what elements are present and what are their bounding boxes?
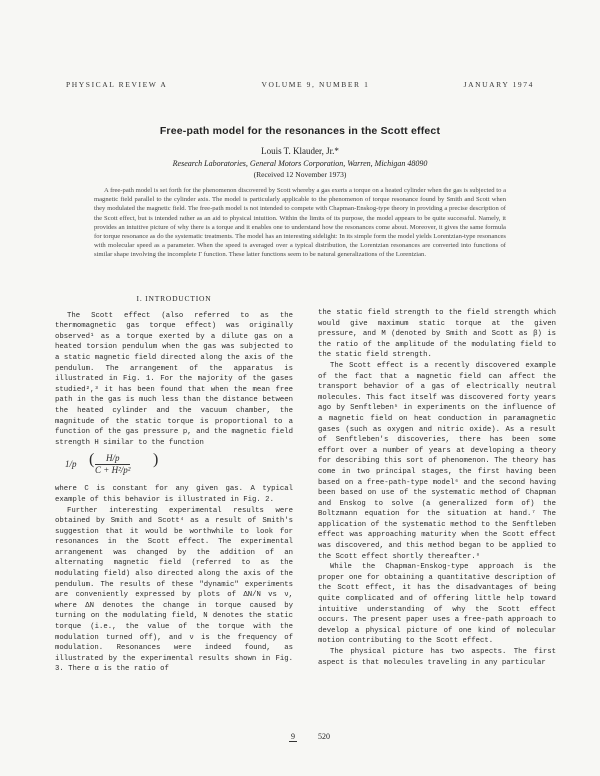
right-paragraph-1: the static field strength to the field strength which would give maximum static torque at the given pressure, and M (denoted by Smith and Scott as β) is the ratio of the amplitude of the modulating field to the static field strength.: [318, 309, 556, 360]
right-paragraph-2: The Scott effect is a recently discovered example of the fact that a magnetic field can affect the transport behavior of a gas of electrically neutral molecules. This fact itself was discovered forty years ago by Senftleben⁵ in experiments on the influence of a magnetic field on heat conduction in paramagnetic gases (such as oxygen and nitric oxide). As a result of Senftleben's discoveries, there has been some effort over a number of years at developing a theory for describing this sort of phenomenon. The theory has come in two principal stages, the first having been based on a free-path-type model⁶ and the second having been based on use of the systematic method of Chapman and Enskog to solve (a generalized form of) the Boltzmann equation for the situation at hand.⁷ The application of the systematic method to the Senftleben effect was approaching maturity when the Scott effect was discovered, and this method began to be applied to the Scott effect shortly thereafter.⁸: [318, 361, 556, 561]
torque-equation: [65, 453, 293, 479]
running-head: [66, 80, 534, 89]
intro-paragraph-3: Further interesting experimental results were obtained by Smith and Scott⁴ as a result of Smith's suggestion that it would be worthwhile to look for resonances in the Scott effect. The experimental arrangement was changed by the addition of an alternating magnetic field (referred to as the modulating field) also directed along the axis of the pendulum. The results of these "dynamic" experiments are conveniently expressed by plots of ΔN/N vs ν, where ΔN denotes the change in torque caused by turning on the modulating field, N denotes the static torque (i.e., the value of the torque with the modulation turned off), and ν is the frequency of modulation. Resonances were indeed found, as illustrated by the experimental results shown in Fig. 3. There α is the ratio of: [55, 506, 293, 674]
right-column: [318, 308, 556, 668]
equation-fraction: [95, 453, 130, 475]
paper-title: Free-path model for the resonances in the Scott effect: [159, 125, 441, 137]
journal-name: PHYSICAL REVIEW A: [66, 80, 168, 89]
right-paragraph-3: While the Chapman-Enskog-type approach is the proper one for obtaining a quantitative description of the Scott effect, it has the disadvantages of being quite complicated and of offering little help toward intuitive understanding of why the Scott effect occurs. The present paper uses a free-path approach to develop a physical picture of one kind of molecular motion contributing to the Scott effect.: [318, 563, 556, 646]
received-date: (Received 12 November 1973): [253, 170, 347, 179]
issue-date: JANUARY 1974: [463, 80, 534, 89]
intro-paragraph-2: where C is constant for any given gas. A typical example of this behavior is illustrated in Fig. 2.: [55, 485, 293, 504]
equation-numerator: H/p: [95, 453, 130, 465]
page-footer: [0, 732, 600, 746]
volume-number: VOLUME 9, NUMBER 1: [261, 80, 370, 89]
right-paragraph-4: The physical picture has two aspects. The first aspect is that molecules traveling in any particular: [318, 648, 556, 667]
left-paren: (: [89, 451, 95, 469]
issue-number-text: 9: [291, 732, 295, 741]
equation-lhs: 1/p: [65, 459, 77, 470]
left-column: [55, 294, 293, 675]
equation-denominator: C + H²/p²: [95, 464, 131, 475]
section-heading: I. INTRODUCTION: [136, 294, 212, 303]
affiliation: Research Laboratories, General Motors Corporation, Warren, Michigan 48090: [172, 159, 428, 168]
right-paren: ): [153, 451, 159, 469]
page-number: 520: [318, 732, 330, 741]
issue-number: [289, 732, 297, 741]
abstract-text: A free-path model is set forth for the phenomenon discovered by Scott whereby a gas exerts a torque on a heated cylinder when the gas is subjected to a magnetic field parallel to the cylinder axis. The model is particularly applicable to the phenomenon of torque resonance found by Smith and Scott when they modulated the magnetic field. The free-path model is not intended to compete with Chapman-Enskog-type theory in providing a precise description of the Scott effect, but is intended rather as an aid to physical intuition. Within the limits of its purpose, the model appears to be quite successful. Namely, it provides an intuitive picture of why there is a torque and it enables one to understand how the resonances come about. Moreover, it gives the same formula for torque resonance as do the systematic treatments. The model has an interesting sidelight: In its simple form the model yields Lorentzian-type resonances with molecular speed as a parameter. When the speed is averaged over a typical distribution, the Lorentzian resonances are converted into functions of similar shape involving the incomplete Γ function. These latter functions seem to be natural generalizations of the Lorentzian.: [94, 187, 506, 259]
abstract: [94, 186, 506, 260]
author: Louis T. Klauder, Jr.*: [261, 146, 339, 156]
intro-paragraph-1: The Scott effect (also referred to as the thermomagnetic gas torque effect) was originally observed¹ as a torque exerted by a dilute gas on a heated torsion pendulum when the gas was subjected to a static magnetic field directed along the axis of the pendulum. The arrangement of the apparatus is illustrated in Fig. 1. For the majority of the gases studied²,³ it has been found that when the mean free path in the gas is much less than the distance between the heated cylinder and the vacuum chamber, the magnitude of the static torque is proportional to a function of the gas pressure p, and the magnetic field strength H similar to the function: [55, 311, 293, 447]
